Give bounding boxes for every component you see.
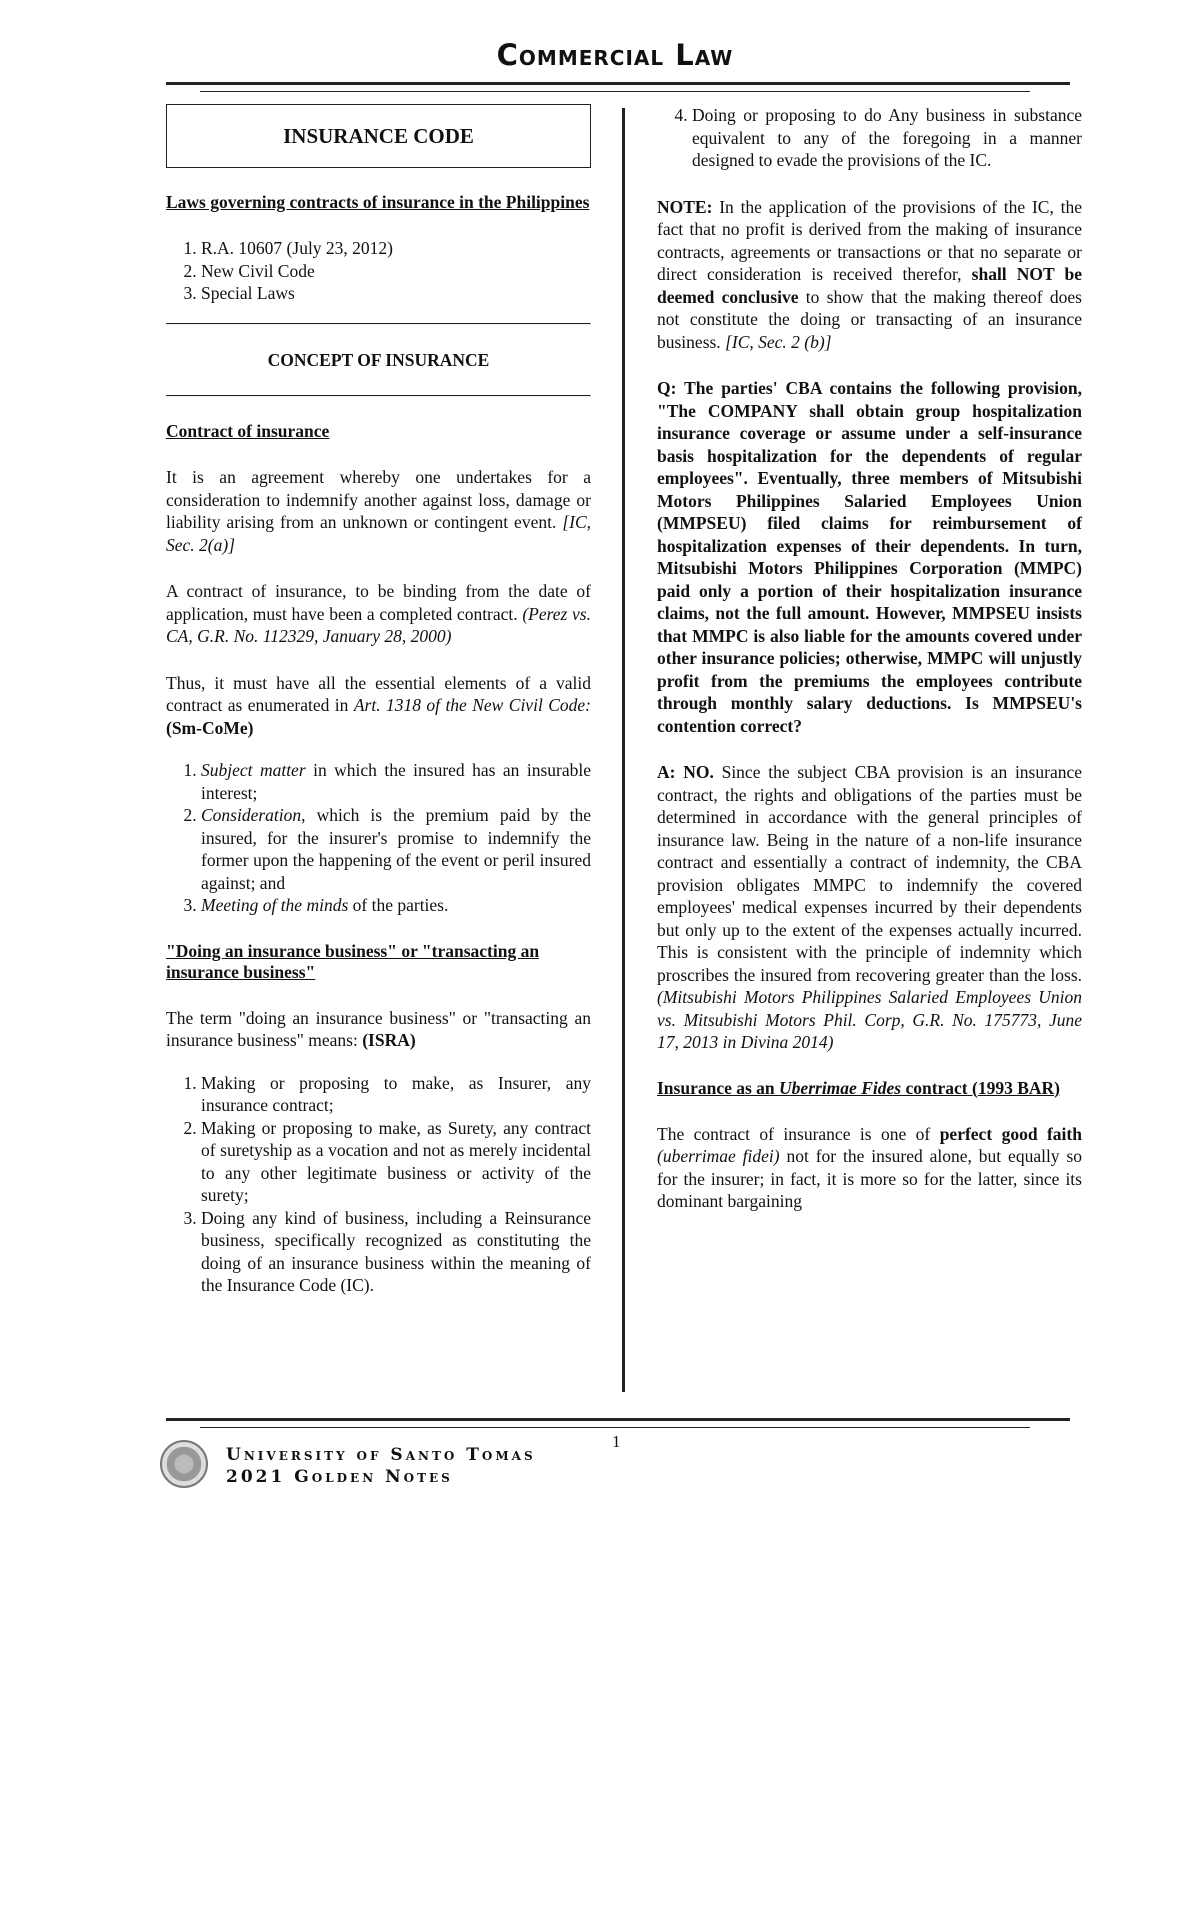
page-header-title: Commercial Law	[496, 38, 734, 72]
laws-heading: Laws governing contracts of insurance in the Philippines	[166, 192, 590, 212]
list-item: 4. Doing or proposing to do Any business in substance equivalent to any of the foregoing in a manner designed to evade the provisions of the IC.	[692, 104, 1082, 172]
doing-business-list-continued	[657, 104, 1082, 172]
university-name: University of Santo Tomas	[226, 1445, 536, 1465]
doing-business-intro: The term "doing an insurance business" or "transacting an insurance business" means: (ISRA)	[166, 1007, 591, 1050]
doing-business-heading: "Doing an insurance business" or "transacting an insurance business"	[166, 940, 540, 982]
concept-heading: CONCEPT OF INSURANCE	[267, 349, 490, 370]
golden-notes-label: 2021 Golden Notes	[226, 1467, 453, 1487]
list-item: 3. Doing any kind of business, including a Reinsurance business, specifically recognized as constituting the doing of an insurance business within the meaning of the Insurance Code (IC).	[201, 1207, 591, 1297]
list-item: 1. Making or proposing to make, as Insurer, any insurance contract;	[201, 1072, 591, 1117]
doing-business-list	[166, 1072, 591, 1297]
footer-rule-thick	[166, 1418, 1070, 1421]
column-divider	[622, 108, 625, 1392]
list-item: 1. R.A. 10607 (July 23, 2012)	[201, 237, 591, 260]
elements-list	[166, 759, 591, 917]
header-rule-thin	[200, 91, 1030, 92]
elements-intro: Thus, it must have all the essential elements of a valid contract as enumerated in Art. 1318 of the New Civil Code: (Sm-CoMe)	[166, 672, 591, 738]
good-faith-paragraph: The contract of insurance is one of perfect good faith (uberrimae fidei) not for the insured alone, but equally so for the insurer; in fact, it is more so for the latter, since its dominant bargaining	[657, 1123, 1082, 1211]
note-paragraph: NOTE: In the application of the provisions of the IC, the fact that no profit is derived from the making of insurance contracts, agreements or transactions or that no separate or direct consideration is received therefor, shall NOT be deemed conclusive to show that the making thereof does not constitute the doing or transacting of an insurance business. [IC, Sec. 2 (b)]	[657, 196, 1082, 352]
contract-definition: It is an agreement whereby one undertakes for a consideration to indemnify another against loss, damage or liability arising from an unknown or contingent event. [IC, Sec. 2(a)]	[166, 467, 591, 555]
university-seal-icon	[160, 1440, 208, 1488]
list-item: 2. Consideration, which is the premium paid by the insured, for the insurer's promise to indemnify the former upon the happening of the event or peril insured against; and	[201, 804, 591, 894]
binding-paragraph: A contract of insurance, to be binding from the date of application, must have been a completed contract. (Perez vs. CA, G.R. No. 112329, January 28, 2000)	[166, 581, 591, 646]
header-rule-thick	[166, 82, 1070, 85]
right-column	[657, 100, 1082, 1213]
list-item: 2. Making or proposing to make, as Surety, any contract of suretyship as a vocation and not as merely incidental to any other legitimate business or activity of the surety;	[201, 1117, 591, 1207]
section-title-box: INSURANCE CODE	[166, 104, 591, 168]
list-item: 2. New Civil Code	[201, 260, 591, 283]
list-item: 3. Meeting of the minds of the parties.	[201, 894, 591, 917]
uberrimae-heading: Insurance as an Uberrimae Fides contract (1993 BAR)	[657, 1077, 1060, 1098]
divider	[166, 395, 591, 397]
contract-heading: Contract of insurance	[166, 421, 330, 441]
answer-paragraph: A: NO. Since the subject CBA provision is an insurance contract, the rights and obligations of the parties must be determined in accordance with the general principles of insurance law. Being in the nature of a non-life insurance contract and essentially a contract of indemnity, the CBA provision obligates MMPC to indemnify the covered employees' medical expenses incurred by their dependents but only up to the extent of the expenses actually incurred. This is consistent with the principle of indemnity which proscribes the insured from recovering greater than the loss. (Mitsubishi Motors Philippines Salaried Employees Union vs. Mitsubishi Motors Phil. Corp, G.R. No. 175773, June 17, 2013 in Divina 2014)	[657, 762, 1083, 1052]
question-paragraph: Q: The parties' CBA contains the following provision, "The COMPANY shall obtain group hospitalization insurance coverage or assume under a self-insurance basis hospitalization for the dependents of regular employees". Eventually, three members of Mitsubishi Motors Philippines Salaried Employees Union (MMPSEU) filed claims for reimbursement of hospitalization expenses of their dependents. In turn, Mitsubishi Motors Philippines Corporation (MMPC) paid only a portion of their hospitalization insurance claims, not the full amount. However, MMPSEU insists that MMPC is also liable for the amounts covered under other insurance policies; otherwise, MMPC will unjustly profit from the premiums the employees contribute through monthly salary deductions. Is MMPSEU's contention correct?	[657, 378, 1082, 736]
left-column	[166, 100, 591, 1297]
footer-branding	[226, 1444, 536, 1488]
footer-rule-thin	[200, 1427, 1030, 1428]
page-number: 1	[612, 1432, 621, 1451]
list-item: 1. Subject matter in which the insured has an insurable interest;	[201, 759, 591, 804]
laws-list	[166, 237, 591, 305]
list-item: 3. Special Laws	[201, 282, 591, 305]
divider	[166, 323, 591, 325]
